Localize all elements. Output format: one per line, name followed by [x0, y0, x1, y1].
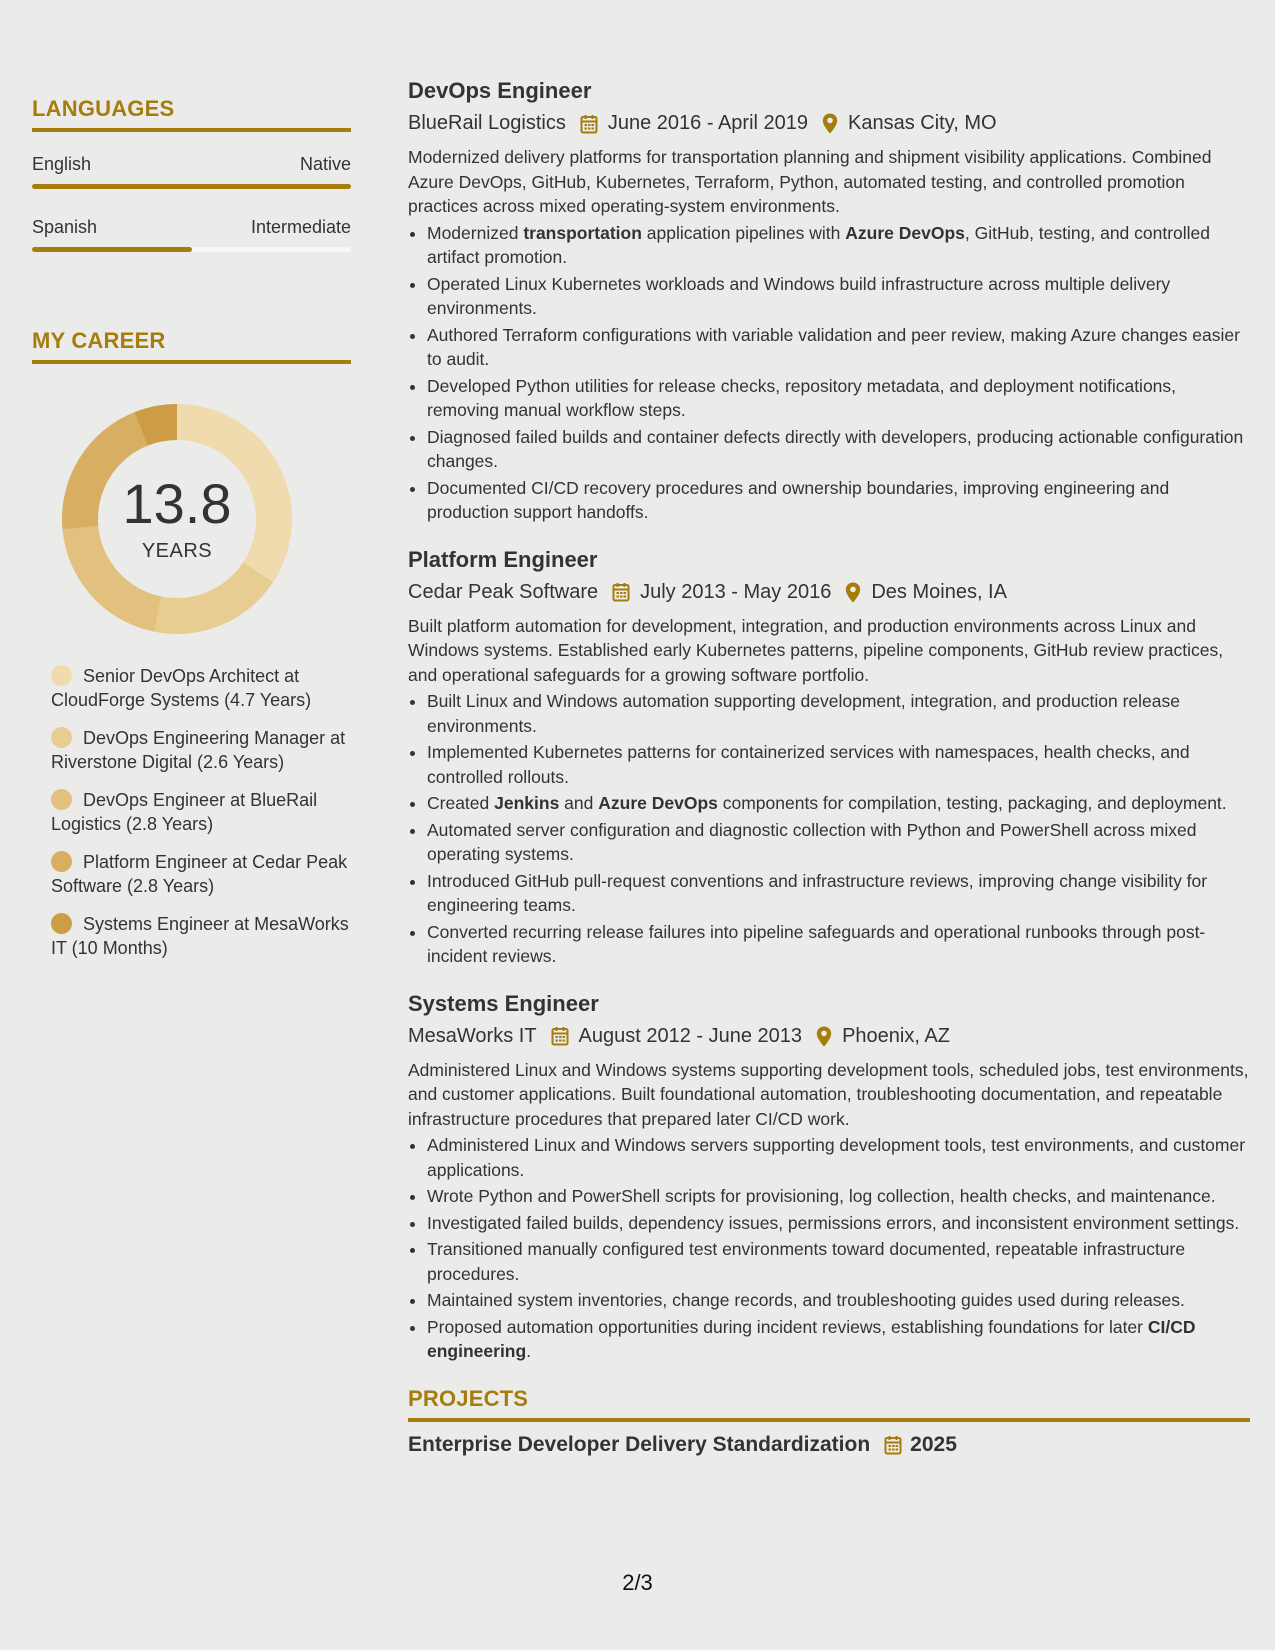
project-name: Enterprise Developer Delivery Standardization: [408, 1432, 871, 1456]
bullet-text: Introduced GitHub pull-request conventions and infrastructure reviews, improving change visibility for engineering teams.: [427, 870, 1208, 915]
job-bullets: [427, 689, 1250, 969]
job-bullet: [427, 1133, 1250, 1182]
job-location: Phoenix, AZ: [842, 1024, 950, 1047]
legend-label: Systems Engineer at MesaWorks IT (10 Months): [51, 914, 349, 958]
bullet-text: components for compilation, testing, packaging, and deployment.: [717, 793, 1227, 813]
job-bullet: [427, 425, 1250, 474]
bullet-text: Developed Python utilities for release checks, repository metadata, and deployment notifications, removing manual workflow steps.: [427, 375, 1177, 420]
bullet-text: Implemented Kubernetes patterns for containerized services with namespaces, health checks, and controlled rollouts.: [427, 742, 1190, 787]
bullet-keyword: CI/CD engineering: [427, 1316, 1196, 1361]
career-legend-item: [51, 664, 351, 712]
job-dates: June 2016 - April 2019: [607, 112, 809, 134]
job-company: MesaWorks IT: [408, 1024, 537, 1047]
job-bullet: [427, 920, 1250, 969]
legend-swatch: [51, 665, 72, 686]
job-bullet: [427, 1288, 1250, 1313]
bullet-text: and: [559, 793, 599, 813]
legend-swatch: [51, 851, 72, 872]
job-bullet: [427, 323, 1250, 372]
bullet-text: application pipelines with: [641, 222, 846, 243]
career-legend: [51, 664, 351, 960]
languages-heading: LANGUAGES: [32, 96, 351, 132]
legend-swatch: [51, 913, 72, 934]
job-meta: [408, 1025, 1250, 1048]
language-level: Native: [299, 154, 351, 174]
calendar-icon: [612, 582, 630, 602]
sidebar: [32, 96, 351, 974]
bullet-text: Wrote Python and PowerShell scripts for provisioning, log collection, health checks, and maintenance.: [427, 1186, 1216, 1206]
bullet-text: , GitHub, testing, and controlled artifact promotion.: [427, 222, 1211, 267]
bullet-text: Administered Linux and Windows servers supporting development tools, test environments, and customer applications.: [427, 1135, 1246, 1180]
job-bullet: [427, 1211, 1250, 1236]
language-name: Spanish: [32, 217, 98, 237]
language-proficiency-fill: [32, 247, 192, 252]
job-bullet: [427, 476, 1250, 525]
career-legend-item: [51, 788, 351, 836]
bullet-keyword: Azure DevOps: [598, 793, 718, 813]
job-dates: August 2012 - June 2013: [578, 1024, 803, 1047]
language-level: Intermediate: [250, 217, 351, 237]
career-donut-chart: [62, 404, 292, 634]
experience-column: [408, 78, 1250, 1457]
job-location: Kansas City, MO: [848, 112, 997, 134]
career-legend-item: [51, 850, 351, 898]
job-company: Cedar Peak Software: [408, 580, 599, 603]
job-summary: Administered Linux and Windows systems supporting development tools, scheduled jobs, test environments, and customer applications. Built foundational automation, troubleshooting documentation, and repeatable infrastructure procedures that prepared later CI/CD work.: [408, 1059, 1249, 1129]
job-summary: Built platform automation for development, integration, and production environments across Linux and Windows systems. Established early Kubernetes patterns, pipeline components, GitHub review practices, and operational safeguards for a growing software portfolio.: [408, 615, 1224, 685]
bullet-text: Maintained system inventories, change records, and troubleshooting guides used during releases.: [427, 1290, 1185, 1310]
bullet-text: Proposed automation opportunities during incident reviews, establishing foundations for later: [427, 1316, 1148, 1337]
job-list: [408, 78, 1250, 1364]
bullet-text: Automated server configuration and diagnostic collection with Python and PowerShell across mixed operating systems.: [427, 819, 1197, 864]
bullet-text: Diagnosed failed builds and container defects directly with developers, producing actionable configuration changes.: [427, 426, 1244, 471]
job-title: Platform Engineer: [408, 546, 598, 572]
career-section: [32, 328, 351, 960]
job-bullet: [427, 791, 1250, 816]
job-bullet: [427, 1315, 1250, 1364]
job-summary: Modernized delivery platforms for transportation planning and shipment visibility applications. Combined Azure DevOps, GitHub, Kubernetes, Terraform, Python, automated testing, and controlled promotion practices across mixed operating-system environments.: [408, 147, 1212, 216]
page-number: 2/3: [622, 1570, 653, 1595]
career-legend-item: [51, 912, 351, 960]
job-meta: [408, 112, 1250, 135]
legend-label: DevOps Engineering Manager at Riverstone Digital (2.6 Years): [51, 728, 346, 772]
language-proficiency-bar: [32, 184, 351, 189]
bullet-text: Authored Terraform configurations with variable validation and peer review, making Azure changes easier to audit.: [427, 324, 1240, 369]
bullet-keyword: transportation: [523, 222, 642, 243]
calendar-icon: [580, 114, 598, 134]
job-bullets: [427, 1133, 1250, 1364]
job-bullet: [427, 221, 1250, 270]
legend-label: Senior DevOps Architect at CloudForge Systems (4.7 Years): [51, 666, 312, 710]
job-company: BlueRail Logistics: [408, 112, 566, 134]
bullet-text: Converted recurring release failures into pipeline safeguards and operational runbooks through post-incident reviews.: [427, 921, 1206, 966]
legend-swatch: [51, 727, 72, 748]
career-total-unit: YEARS: [141, 540, 213, 562]
bullet-text: Created: [427, 793, 495, 813]
job-title: Systems Engineer: [408, 990, 599, 1016]
language-item: [32, 217, 351, 252]
job-bullet: [427, 374, 1250, 423]
job-title: DevOps Engineer: [408, 78, 592, 103]
map-pin-icon: [822, 113, 838, 134]
job-entry: [408, 78, 1250, 525]
job-bullet: [427, 1237, 1250, 1286]
bullet-text: Investigated failed builds, dependency issues, permissions errors, and inconsistent environment settings.: [427, 1212, 1240, 1233]
map-pin-icon: [816, 1026, 832, 1047]
career-heading: MY CAREER: [32, 328, 351, 364]
project-year: 2025: [910, 1432, 957, 1456]
job-bullets: [427, 221, 1250, 525]
job-bullet: [427, 272, 1250, 321]
language-item: [32, 154, 351, 189]
job-location: Des Moines, IA: [871, 580, 1007, 603]
project-item: [408, 1433, 1250, 1457]
bullet-keyword: Azure DevOps: [845, 222, 965, 243]
job-meta: [408, 581, 1250, 604]
job-entry: [408, 547, 1250, 969]
job-bullet: [427, 869, 1250, 918]
career-legend-item: [51, 726, 351, 774]
legend-label: Platform Engineer at Cedar Peak Software (2.8 Years): [51, 852, 348, 896]
job-bullet: [427, 818, 1250, 867]
legend-label: DevOps Engineer at BlueRail Logistics (2.8 Years): [51, 790, 318, 834]
career-total-years: 13.8: [122, 472, 232, 535]
calendar-icon: [884, 1435, 902, 1455]
language-name: English: [32, 154, 92, 174]
map-pin-icon: [845, 582, 861, 603]
job-entry: [408, 991, 1250, 1364]
bullet-text: Documented CI/CD recovery procedures and ownership boundaries, improving engineering and production support handoffs.: [427, 477, 1170, 522]
legend-swatch: [51, 789, 72, 810]
job-bullet: [427, 740, 1250, 789]
bullet-text: Transitioned manually configured test environments toward documented, repeatable infrastructure procedures.: [427, 1239, 1186, 1284]
bullet-text: Modernized: [427, 222, 524, 243]
projects-heading: PROJECTS: [408, 1386, 1250, 1422]
language-proficiency-fill: [32, 184, 351, 189]
job-bullet: [427, 1184, 1250, 1209]
bullet-text: .: [526, 1341, 532, 1361]
language-proficiency-bar: [32, 247, 351, 252]
bullet-text: Built Linux and Windows automation supporting development, integration, and production release environments.: [427, 691, 1180, 736]
job-dates: July 2013 - May 2016: [640, 580, 832, 603]
job-bullet: [427, 689, 1250, 738]
calendar-icon: [551, 1026, 569, 1046]
bullet-text: Operated Linux Kubernetes workloads and Windows build infrastructure across multiple delivery environments.: [427, 273, 1171, 318]
bullet-keyword: Jenkins: [494, 793, 560, 813]
